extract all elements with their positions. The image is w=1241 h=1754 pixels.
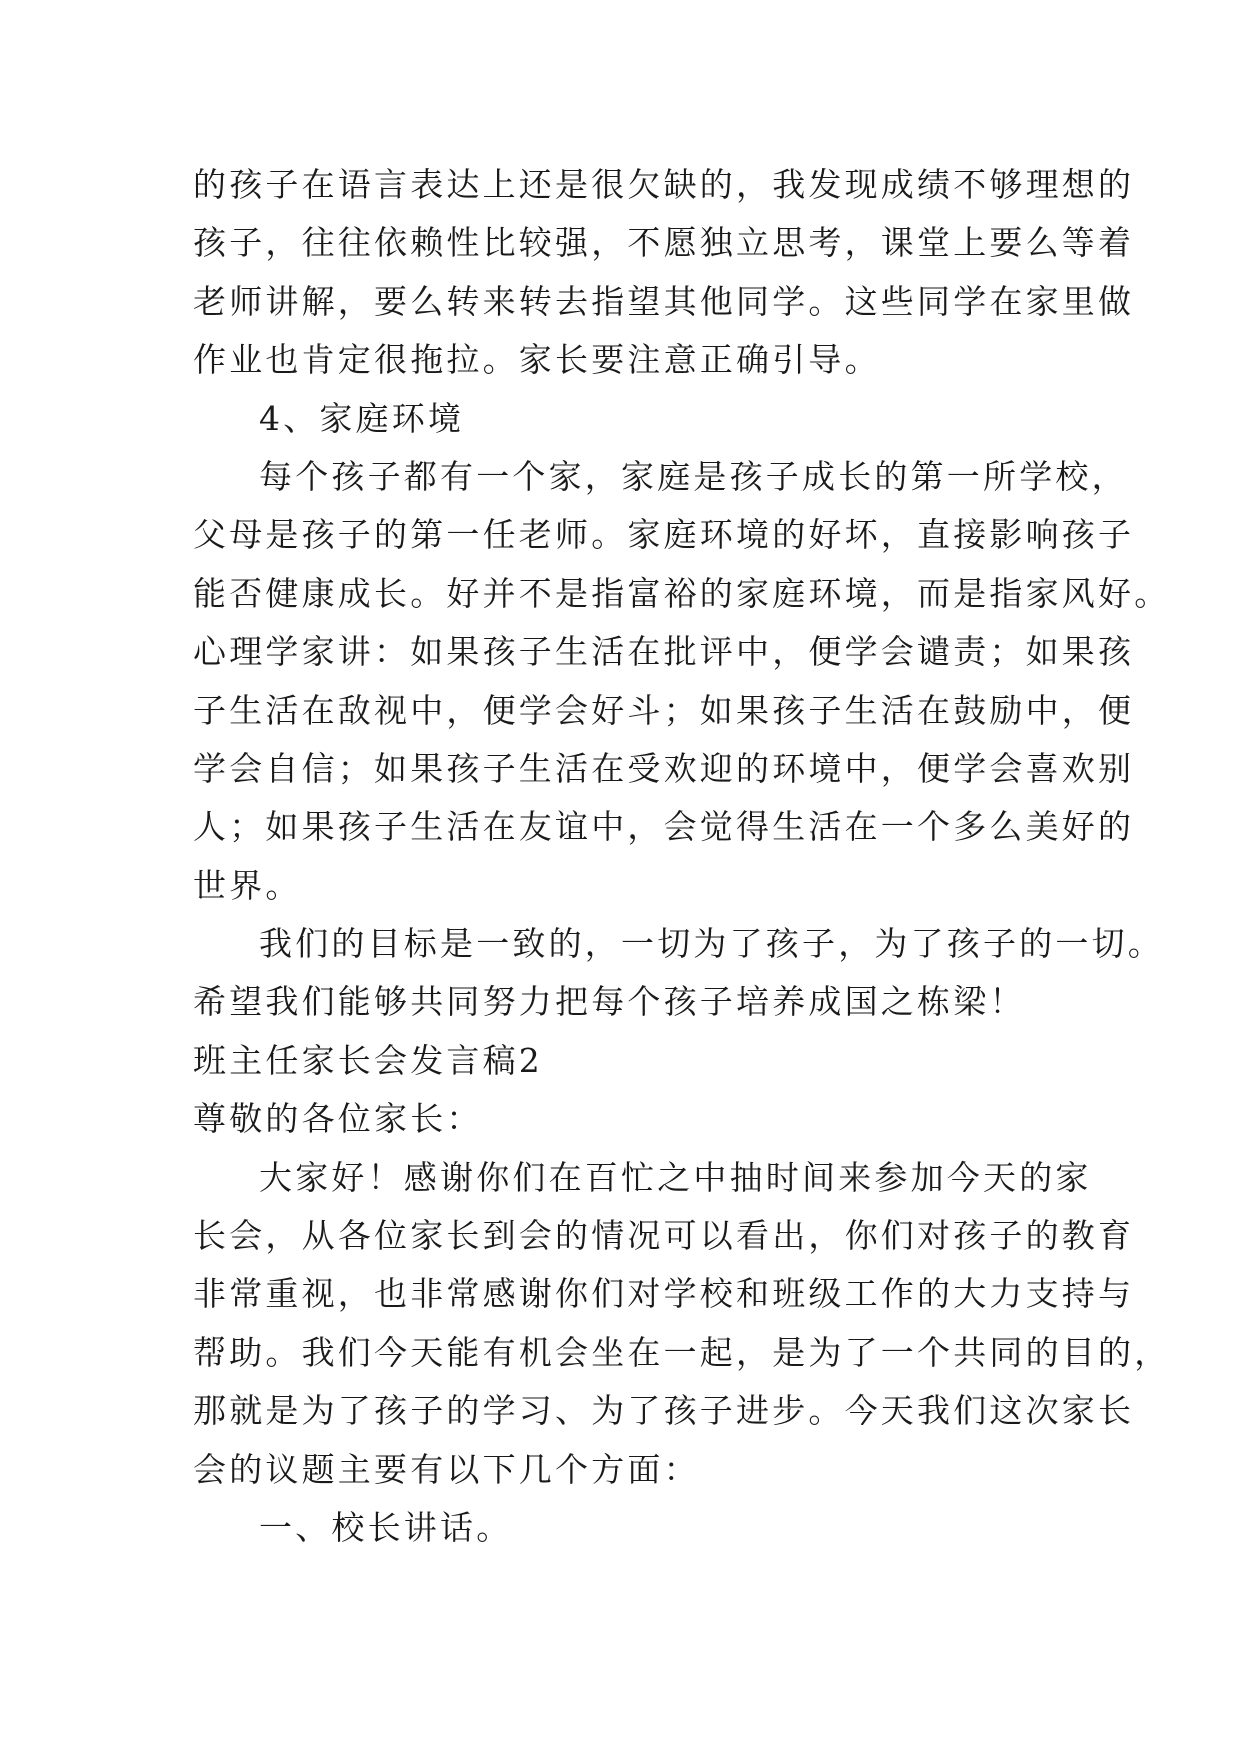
text-line: 非常重视，也非常感谢你们对学校和班级工作的大力支持与 — [193, 1274, 1135, 1314]
text-line: 孩子，往往依赖性比较强，不愿独立思考，课堂上要么等着 — [193, 223, 1135, 263]
text-line: 子生活在敌视中，便学会好斗；如果孩子生活在鼓励中，便 — [193, 690, 1135, 730]
document-body — [193, 156, 1171, 1557]
text-line: 人；如果孩子生活在友谊中，会觉得生活在一个多么美好的 — [193, 807, 1135, 847]
text-line: 心理学家讲：如果孩子生活在批评中，便学会谴责；如果孩 — [193, 632, 1135, 672]
text-line: 长会，从各位家长到会的情况可以看出，你们对孩子的教育 — [193, 1216, 1135, 1256]
text-line: 帮助。我们今天能有机会坐在一起，是为了一个共同的目的， — [193, 1332, 1171, 1372]
text-line: 的孩子在语言表达上还是很欠缺的，我发现成绩不够理想的 — [193, 165, 1135, 204]
text-line: 每个孩子都有一个家，家庭是孩子成长的第一所学校， — [259, 456, 1128, 496]
text-line: 学会自信；如果孩子生活在受欢迎的环境中，便学会喜欢别 — [193, 748, 1135, 788]
text-line: 会的议题主要有以下几个方面： — [193, 1449, 700, 1489]
text-line: 作业也肯定很拖拉。家长要注意正确引导。 — [193, 340, 881, 380]
text-line: 世界。 — [193, 865, 302, 905]
text-line: 大家好！感谢你们在百忙之中抽时间来参加今天的家 — [259, 1157, 1092, 1197]
text-line: 能否健康成长。好并不是指富裕的家庭环境，而是指家风好。 — [193, 573, 1171, 613]
section-heading: 4、家庭环境 — [259, 398, 465, 438]
text-line: 我们的目标是一致的，一切为了孩子，为了孩子的一切。 — [259, 924, 1164, 964]
text-line: 希望我们能够共同努力把每个孩子培养成国之栋梁！ — [193, 982, 1026, 1022]
text-line: 父母是孩子的第一任老师。家庭环境的好坏，直接影响孩子 — [193, 515, 1135, 555]
salutation: 尊敬的各位家长： — [193, 1099, 483, 1139]
document-title: 班主任家长会发言稿2 — [193, 1040, 543, 1080]
text-line: 老师讲解，要么转来转去指望其他同学。这些同学在家里做 — [193, 281, 1135, 321]
text-line: 那就是为了孩子的学习、为了孩子进步。今天我们这次家长 — [193, 1391, 1135, 1431]
section-heading: 一、校长讲话。 — [259, 1507, 513, 1547]
